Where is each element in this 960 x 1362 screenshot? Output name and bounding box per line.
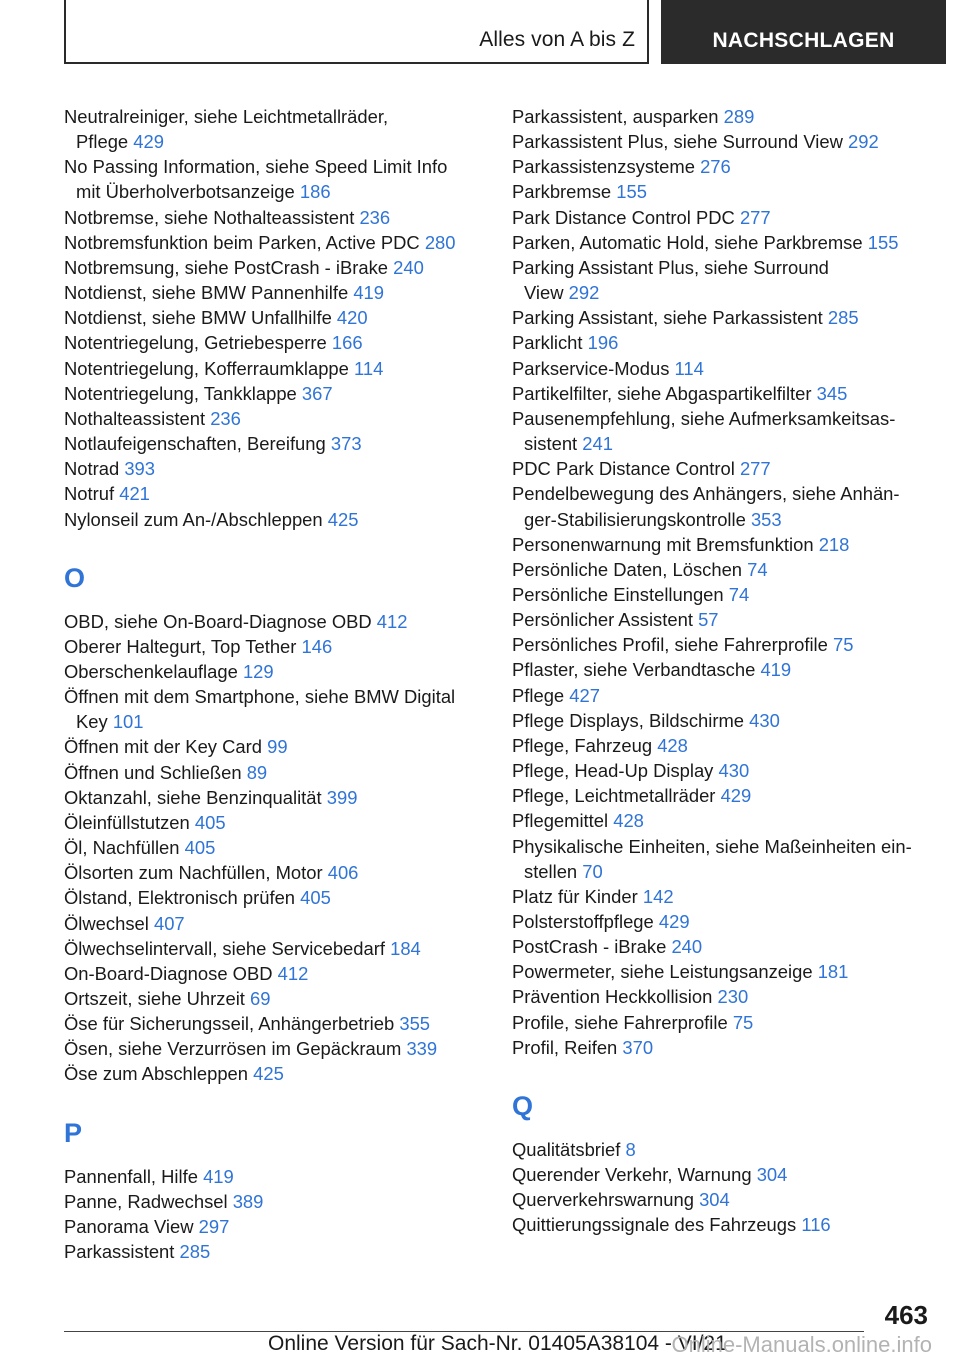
index-entry-term: Quittierungssignale des Fahrzeugs	[512, 1214, 797, 1236]
index-entry	[64, 230, 484, 255]
index-entry	[512, 179, 932, 204]
index-entry-term: Notbremsung, siehe PostCrash - iBrake	[64, 256, 389, 278]
index-entry-term: Öse zum Abschleppen	[64, 1063, 249, 1085]
page-reference-link[interactable]: 276	[700, 156, 731, 178]
page-reference-link[interactable]: 289	[723, 106, 755, 127]
header-box	[64, 0, 649, 64]
index-letter-heading: O	[64, 562, 86, 593]
index-entry	[64, 961, 484, 986]
index-entry-term: On-Board-Diagnose OBD	[64, 962, 273, 984]
index-entry	[64, 936, 484, 961]
page-reference-link[interactable]: 186	[299, 181, 331, 203]
index-entry	[64, 684, 484, 734]
page-reference-link[interactable]: 236	[359, 206, 391, 228]
index-entry-term: Persönliches Profil, siehe Fahrerprofile	[512, 634, 828, 656]
index-entry	[64, 785, 484, 810]
index-entry	[512, 733, 932, 758]
section-tab-nachschlagen[interactable]	[661, 0, 946, 64]
index-entry	[512, 1137, 932, 1162]
page-reference-link[interactable]: 277	[739, 458, 771, 480]
page-reference-link[interactable]: 430	[749, 709, 780, 731]
index-entry-continuation	[512, 280, 932, 305]
index-entry	[512, 406, 932, 456]
page-reference-link[interactable]: 355	[399, 1013, 431, 1035]
page-reference-link[interactable]: 101	[112, 711, 144, 733]
index-entry-term: Parkbremse	[512, 181, 612, 203]
index-entry-term: Pflege Displays, Bildschirme	[512, 709, 745, 731]
index-entry-term: Öffnen mit der Key Card	[64, 736, 262, 758]
index-entry	[64, 381, 484, 406]
page-reference-link[interactable]: 428	[613, 810, 644, 832]
index-entry	[512, 1187, 932, 1212]
index-entry-term-continued: mit Überholverbotsanzeige	[76, 181, 295, 203]
page-reference-link[interactable]: 69	[250, 988, 271, 1009]
page-reference-link[interactable]: 430	[718, 760, 750, 782]
page-reference-link[interactable]: 367	[301, 382, 333, 404]
index-entry	[512, 481, 932, 531]
index-entry-term: Ölwechsel	[64, 912, 149, 934]
page-reference-link[interactable]: 116	[801, 1214, 831, 1236]
index-entry-term: Pausenempfehlung, siehe Aufmerksamkeitsas-	[512, 407, 896, 429]
index-entry-term: Profil, Reifen	[512, 1036, 618, 1058]
index-entry	[64, 885, 484, 910]
index-entry-term: Parkassistent	[64, 1241, 175, 1263]
index-entry-continuation	[512, 507, 932, 532]
page-reference-link[interactable]: 166	[331, 332, 363, 354]
index-entry-term: OBD, siehe On-Board-Diagnose OBD	[64, 610, 372, 632]
page-reference-link[interactable]: 277	[739, 206, 771, 228]
index-entry-term: Ölwechselintervall, siehe Servicebedarf	[64, 937, 385, 959]
index-entry-term: Persönlicher Assistent	[512, 609, 693, 631]
page-reference-link[interactable]: 419	[353, 282, 384, 304]
index-entry-term: Personenwarnung mit Bremsfunktion	[512, 533, 814, 555]
page-reference-link[interactable]: 405	[194, 811, 226, 833]
index-entry-term: Notentriegelung, Tankklappe	[64, 382, 297, 404]
index-entry	[512, 230, 932, 255]
index-entry-term: Notentriegelung, Kofferraumklappe	[64, 357, 349, 379]
index-entry-term: Oberschenkelauflage	[64, 660, 238, 682]
index-entry	[64, 1239, 484, 1264]
index-entry-term: Parklicht	[512, 332, 583, 354]
index-entry	[64, 1214, 484, 1239]
index-letter-heading: P	[64, 1117, 83, 1148]
index-entry-continuation	[64, 709, 484, 734]
index-entry-term: Öl, Nachfüllen	[64, 837, 180, 859]
page-reference-link[interactable]: 425	[327, 508, 359, 530]
index-entry-term: Panorama View	[64, 1215, 194, 1237]
index-entry-term: Ölstand, Elektronisch prüfen	[64, 887, 296, 909]
index-entry-continuation	[512, 431, 932, 456]
index-entry	[512, 1035, 932, 1060]
index-entry-term: Profile, siehe Fahrerprofile	[512, 1011, 728, 1033]
index-entry-term: Qualitätsbrief	[512, 1138, 621, 1160]
index-entry	[64, 330, 484, 355]
index-entry	[64, 205, 484, 230]
page-reference-link[interactable]: 339	[406, 1038, 438, 1060]
index-entry	[64, 456, 484, 481]
page-reference-link[interactable]: 429	[133, 131, 164, 153]
index-entry	[512, 909, 932, 934]
index-entry-continuation	[64, 179, 484, 204]
index-entry-term: Ölsorten zum Nachfüllen, Motor	[64, 862, 323, 884]
index-entry-term: Notruf	[64, 483, 115, 505]
index-entry	[512, 783, 932, 808]
page-reference-link[interactable]: 429	[658, 911, 690, 932]
page-reference-link[interactable]: 89	[246, 761, 268, 783]
page-reference-link[interactable]: 297	[198, 1215, 230, 1237]
index-entry-term-continued: sistent	[524, 433, 578, 455]
index-entry	[512, 834, 932, 884]
page-reference-link[interactable]: 218	[818, 533, 850, 555]
index-entry	[512, 959, 932, 984]
page-reference-link[interactable]: 155	[867, 231, 899, 253]
page-reference-link[interactable]: 345	[816, 382, 848, 404]
index-entry	[512, 532, 932, 557]
index-entry	[512, 356, 932, 381]
page-reference-link[interactable]: 419	[760, 659, 792, 681]
index-entry-term: Neutralreiniger, siehe Leichtmetallräder,	[64, 106, 389, 127]
index-entry-term: Oktanzahl, siehe Benzinqualität	[64, 786, 322, 808]
page-reference-link[interactable]: 75	[732, 1011, 754, 1033]
index-entry-term: Querender Verkehr, Warnung	[512, 1164, 752, 1186]
index-entry	[64, 835, 484, 860]
index-entry-term: Oberer Haltegurt, Top Tether	[64, 635, 297, 657]
index-entry-term: Pflege, Leichtmetallräder	[512, 785, 716, 807]
index-entry	[512, 607, 932, 632]
index-entry-term: Parken, Automatic Hold, siehe Parkbremse	[512, 231, 863, 253]
index-entry-term: Persönliche Daten, Löschen	[512, 558, 743, 580]
page-reference-link[interactable]: 405	[184, 837, 216, 859]
index-entry-term: Prävention Heckkollision	[512, 986, 713, 1008]
index-entry	[64, 1011, 484, 1036]
index-entry	[64, 810, 484, 835]
page-reference-link[interactable]: 292	[848, 131, 879, 153]
page-reference-link[interactable]: 146	[301, 635, 333, 657]
page-reference-link[interactable]: 429	[720, 785, 752, 807]
index-entry-term: Öffnen und Schließen	[64, 761, 242, 783]
index-entry	[512, 934, 932, 959]
index-entry	[512, 683, 932, 708]
index-entry-term: Öse für Sicherungsseil, Anhängerbetrieb	[64, 1013, 395, 1035]
index-entry	[64, 154, 484, 204]
index-column-right	[512, 104, 932, 1238]
index-entry	[64, 356, 484, 381]
index-entry	[512, 330, 932, 355]
index-entry-term: Platz für Kinder	[512, 885, 638, 907]
page-reference-link[interactable]: 373	[330, 433, 362, 455]
index-entry-term: Polsterstoffpflege	[512, 911, 654, 932]
index-entry-term: Parkassistenzsysteme	[512, 156, 695, 178]
index-entry-term: Park Distance Control PDC	[512, 206, 735, 228]
index-entry-term: Nothalteassistent	[64, 407, 206, 429]
page-reference-link[interactable]: 99	[267, 736, 288, 758]
page-reference-link[interactable]: 407	[153, 912, 185, 934]
index-entry-term: Partikelfilter, siehe Abgaspartikelfilter	[512, 382, 812, 404]
index-entry	[512, 1162, 932, 1187]
index-entry-continuation	[64, 129, 484, 154]
page-reference-link[interactable]: 155	[616, 181, 647, 203]
index-entry	[512, 708, 932, 733]
index-entry	[512, 657, 932, 682]
page-reference-link[interactable]: 406	[327, 862, 359, 884]
index-entry-term: Notdienst, siehe BMW Pannenhilfe	[64, 282, 349, 304]
index-entry	[64, 911, 484, 936]
index-entry	[64, 986, 484, 1011]
page-reference-link[interactable]: 114	[674, 357, 704, 379]
index-entry	[64, 609, 484, 634]
index-entry-term: Persönliche Einstellungen	[512, 583, 724, 605]
index-entry-term: Powermeter, siehe Leistungsanzeige	[512, 961, 813, 983]
index-entry	[64, 1036, 484, 1061]
page-reference-link[interactable]: 412	[277, 962, 309, 984]
index-entry	[64, 634, 484, 659]
index-entry-term: Querverkehrswarnung	[512, 1189, 694, 1211]
index-entry-term: Pendelbewegung des Anhängers, siehe Anhän-	[512, 483, 900, 505]
index-letter-heading: Q	[512, 1090, 534, 1121]
index-entry-term-continued: View	[524, 282, 564, 304]
index-entry-term: Pflegemittel	[512, 810, 609, 832]
index-entry-term: Pflege, Head-Up Display	[512, 760, 714, 782]
index-entry	[512, 381, 932, 406]
index-column-left	[64, 104, 484, 1264]
index-entry	[512, 205, 932, 230]
watermark: Online-Manuals.online.info	[671, 1332, 932, 1357]
index-entry-term: Ortszeit, siehe Uhrzeit	[64, 988, 245, 1009]
index-entry-term: Pflege, Fahrzeug	[512, 734, 653, 756]
page-reference-link[interactable]: 236	[210, 407, 241, 429]
page-reference-link[interactable]: 370	[622, 1036, 654, 1058]
page-reference-link[interactable]: 285	[179, 1241, 211, 1263]
page-reference-link[interactable]: 304	[699, 1189, 730, 1211]
index-entry-term: Parking Assistant Plus, siehe Surround	[512, 256, 829, 278]
page-reference-link[interactable]: 74	[747, 558, 768, 580]
index-entry-term: Notlaufeigenschaften, Bereifung	[64, 433, 326, 455]
index-entry-term: Pflaster, siehe Verbandtasche	[512, 659, 756, 681]
page-reference-link[interactable]: 399	[326, 786, 358, 808]
page-reference-link[interactable]: 292	[568, 282, 600, 304]
section-tab-label: NACHSCHLAGEN	[712, 29, 895, 52]
index-entry-term: Notentriegelung, Getriebesperre	[64, 332, 327, 354]
index-entry	[512, 884, 932, 909]
index-entry-term: Panne, Radwechsel	[64, 1190, 228, 1212]
page-reference-link[interactable]: 181	[817, 961, 849, 983]
index-entry-term: Notrad	[64, 458, 120, 480]
online-version-note: Online Version für Sach-Nr. 01405A38104 - VI/21	[268, 1332, 727, 1355]
index-entry-term: Notdienst, siehe BMW Unfallhilfe	[64, 307, 332, 329]
index-entry	[512, 758, 932, 783]
index-entry-term: PostCrash - iBrake	[512, 936, 667, 958]
index-entry-term: No Passing Information, siehe Speed Limit Info	[64, 156, 448, 178]
page-reference-link[interactable]: 75	[832, 634, 854, 656]
page-reference-link[interactable]: 74	[728, 583, 750, 605]
page-reference-link[interactable]: 405	[300, 887, 331, 909]
index-entry-term: Notbremse, siehe Nothalteassistent	[64, 206, 355, 228]
index-entry-term: Öffnen mit dem Smartphone, siehe BMW Digital	[64, 686, 456, 708]
index-entry-term-continued: stellen	[524, 860, 578, 882]
page-reference-link[interactable]: 241	[582, 433, 613, 455]
page-reference-link[interactable]: 114	[354, 357, 384, 379]
page-reference-link[interactable]: 428	[657, 734, 688, 756]
index-entry	[512, 632, 932, 657]
index-entry	[64, 1189, 484, 1214]
index-entry-term: Notbremsfunktion beim Parken, Active PDC	[64, 231, 420, 253]
index-entry	[64, 734, 484, 759]
page-number: 463	[884, 1300, 928, 1330]
index-entry-term: Pflege	[512, 684, 565, 706]
index-entry	[512, 104, 932, 129]
page-reference-link[interactable]: 285	[827, 307, 859, 329]
index-entry	[512, 456, 932, 481]
page-reference-link[interactable]: 425	[253, 1063, 284, 1085]
page-reference-link[interactable]: 70	[582, 860, 603, 882]
index-entry	[64, 1164, 484, 1189]
index-entry-term: Parking Assistant, siehe Parkassistent	[512, 307, 823, 329]
page-reference-link[interactable]: 280	[424, 231, 456, 253]
page-reference-link[interactable]: 304	[756, 1164, 788, 1186]
page-reference-link[interactable]: 393	[124, 458, 156, 480]
index-entry-term-continued: Key	[76, 711, 108, 733]
index-entry-term: Öleinfüllstutzen	[64, 811, 190, 833]
page-reference-link[interactable]: 421	[119, 483, 150, 505]
page-reference-link[interactable]: 420	[336, 307, 368, 329]
page-reference-link[interactable]: 196	[587, 332, 619, 354]
index-entry	[512, 582, 932, 607]
index-entry	[64, 104, 484, 154]
page-reference-link[interactable]: 57	[698, 609, 719, 631]
index-entry	[64, 280, 484, 305]
index-entry	[64, 1061, 484, 1086]
index-entry-term-continued: Pflege	[76, 131, 129, 153]
index-entry-continuation	[512, 859, 932, 884]
index-entry-term: Physikalische Einheiten, siehe Maßeinheiten ein-	[512, 835, 912, 857]
index-entry	[512, 557, 932, 582]
index-entry-term: Parkassistent Plus, siehe Surround View	[512, 131, 843, 153]
index-entry-term: Nylonseil zum An-/Abschleppen	[64, 508, 323, 530]
index-entry	[512, 808, 932, 833]
index-entry-term-continued: ger-Stabilisierungskontrolle	[524, 508, 746, 530]
index-entry-term: Parkservice-Modus	[512, 357, 670, 379]
page-reference-link[interactable]: 353	[750, 508, 782, 530]
index-entry	[64, 481, 484, 506]
page-reference-link[interactable]: 230	[717, 986, 749, 1008]
index-entry	[512, 305, 932, 330]
page-reference-link[interactable]: 419	[203, 1165, 234, 1187]
index-entry-term: PDC Park Distance Control	[512, 458, 735, 480]
page-reference-link[interactable]: 129	[242, 660, 274, 682]
index-entry	[64, 507, 484, 532]
index-entry	[64, 406, 484, 431]
index-entry-term: Parkassistent, ausparken	[512, 106, 719, 127]
page-reference-link[interactable]: 240	[671, 936, 703, 958]
page-reference-link[interactable]: 8	[625, 1138, 636, 1160]
index-entry	[512, 1212, 932, 1237]
index-entry	[512, 129, 932, 154]
page-reference-link[interactable]: 184	[390, 937, 421, 959]
index-entry	[64, 305, 484, 330]
index-entry	[64, 860, 484, 885]
index-entry	[512, 984, 932, 1009]
page-reference-link[interactable]: 142	[642, 885, 674, 907]
index-entry	[64, 255, 484, 280]
index-entry	[512, 154, 932, 179]
page-reference-link[interactable]: 427	[569, 684, 600, 706]
index-entry-term: Pannenfall, Hilfe	[64, 1165, 198, 1187]
index-entry	[64, 760, 484, 785]
page-reference-link[interactable]: 389	[232, 1190, 264, 1212]
section-title: Alles von A bis Z	[479, 28, 635, 51]
index-entry-term: Ösen, siehe Verzurrösen im Gepäckraum	[64, 1038, 402, 1060]
index-entry	[512, 1010, 932, 1035]
index-entry	[64, 659, 484, 684]
index-entry	[64, 431, 484, 456]
page-reference-link[interactable]: 240	[393, 256, 424, 278]
page-reference-link[interactable]: 412	[376, 610, 408, 632]
index-entry	[512, 255, 932, 305]
